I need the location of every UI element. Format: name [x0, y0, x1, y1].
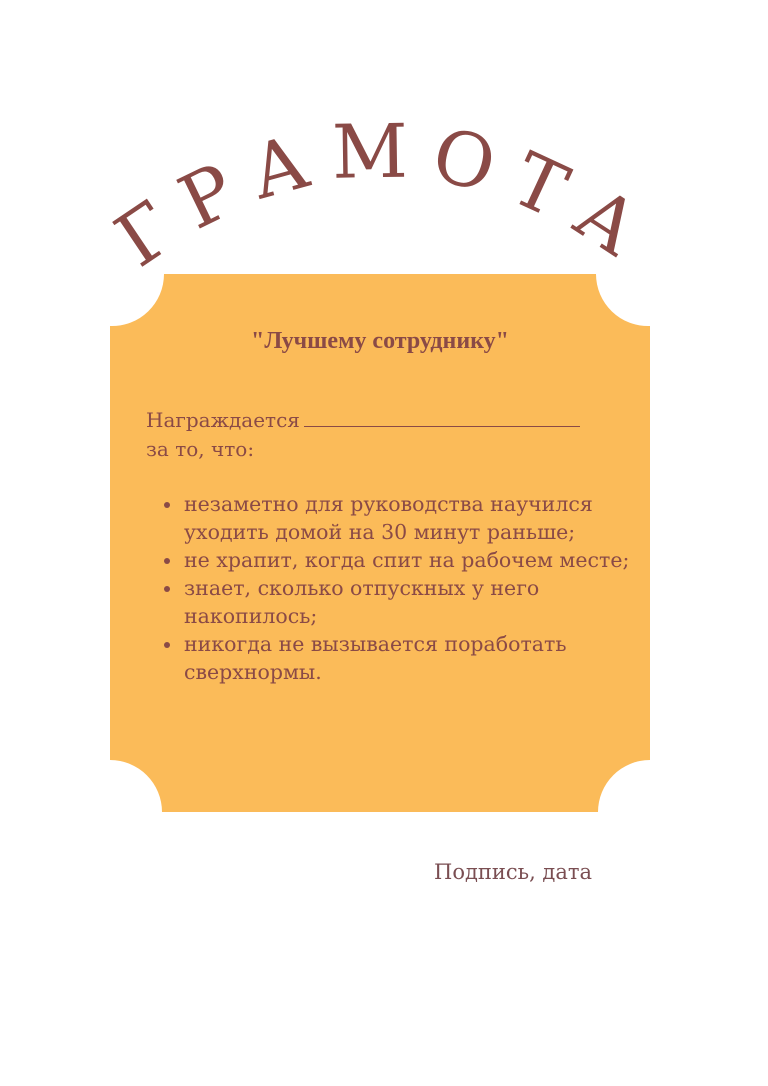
reason-item: никогда не вызывается поработать сверхнормы. [184, 630, 644, 686]
awarded-line [146, 406, 580, 435]
reasons-list [184, 490, 644, 686]
reason-item: не храпит, когда спит на рабочем месте; [184, 546, 644, 574]
reason-intro: за то, что: [146, 437, 255, 461]
awarded-label: Награждается [146, 408, 300, 432]
name-blank-line [304, 406, 580, 427]
award-content [110, 270, 650, 812]
awarded-block [146, 406, 580, 464]
reason-item: знает, сколько отпускных у него накопилось; [184, 574, 644, 630]
signature-date-label: Подпись, дата [434, 860, 593, 884]
document-title: ГРАМОТА [100, 108, 671, 284]
reason-item: незаметно для руководства научился уходить домой на 30 минут раньше; [184, 490, 644, 546]
award-subtitle: "Лучшему сотруднику" [251, 328, 509, 354]
